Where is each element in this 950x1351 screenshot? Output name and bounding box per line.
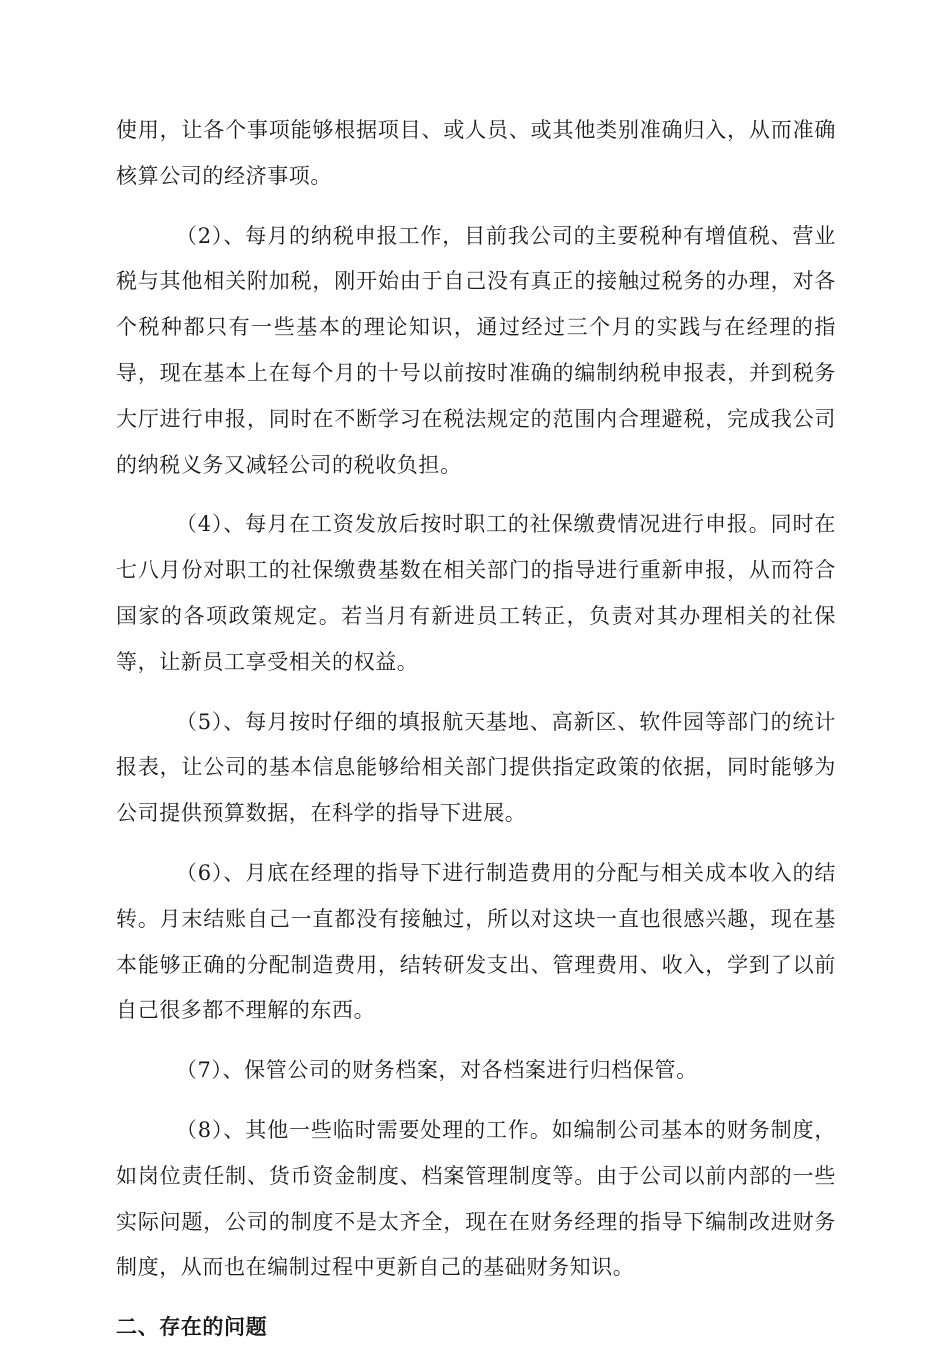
paragraph-tax-filing: （2）、每月的纳税申报工作，目前我公司的主要税种有增值税、营业税与其他相关附加税，刚开始由于自己没有真正的接触过税务的办理，对各个税种都只有一些基本的理论知识，通过经过三个月的实践与在经理的指导，现在基本上在每个月的十号以前按时准确的编制纳税申报表，并到税务大厅进行申报，同时在不断学习在税法规定的范围内合理避税，完成我公司的纳税义务又减轻公司的税收负担。 bbox=[116, 223, 836, 477]
paragraph-social-insurance: （4）、每月在工资发放后按时职工的社保缴费情况进行申报。同时在七八月份对职工的社保缴费基数在相关部门的指导进行重新申报，从而符合国家的各项政策规定。若当月有新进员工转正，负责对其办理相关的社保等，让新员工享受相关的权益。 bbox=[116, 512, 836, 674]
paragraph-other-work: （8）、其他一些临时需要处理的工作。如编制公司基本的财务制度，如岗位责任制、货币资金制度、档案管理制度等。由于公司以前内部的一些实际问题，公司的制度不是太齐全，现在在财务经理的指导下编制改进财务制度，从而也在编制过程中更新自己的基础财务知识。 bbox=[116, 1117, 836, 1280]
section-heading: 二、存在的问题 bbox=[116, 1315, 268, 1340]
paragraph-archives: （7）、保管公司的财务档案，对各档案进行归档保管。 bbox=[175, 1058, 698, 1083]
paragraph-month-end-closing: （6）、月底在经理的指导下进行制造费用的分配与相关成本收入的结转。月末结账自己一直都没有接触过，所以对这块一直也很感兴趣，现在基本能够正确的分配制造费用，结转研发支出、管理费用、收入，学到了以前自己很多都不理解的东西。 bbox=[116, 860, 836, 1023]
paragraph-continued: 使用，让各个事项能够根据项目、或人员、或其他类别准确归入，从而准确核算公司的经济事项。 bbox=[116, 118, 836, 188]
document-body bbox=[116, 108, 836, 1351]
paragraph-statistical-reports: （5）、每月按时仔细的填报航天基地、高新区、软件园等部门的统计报表，让公司的基本信息能够给相关部门提供指定政策的依据，同时能够为公司提供预算数据，在科学的指导下进展。 bbox=[116, 709, 836, 826]
